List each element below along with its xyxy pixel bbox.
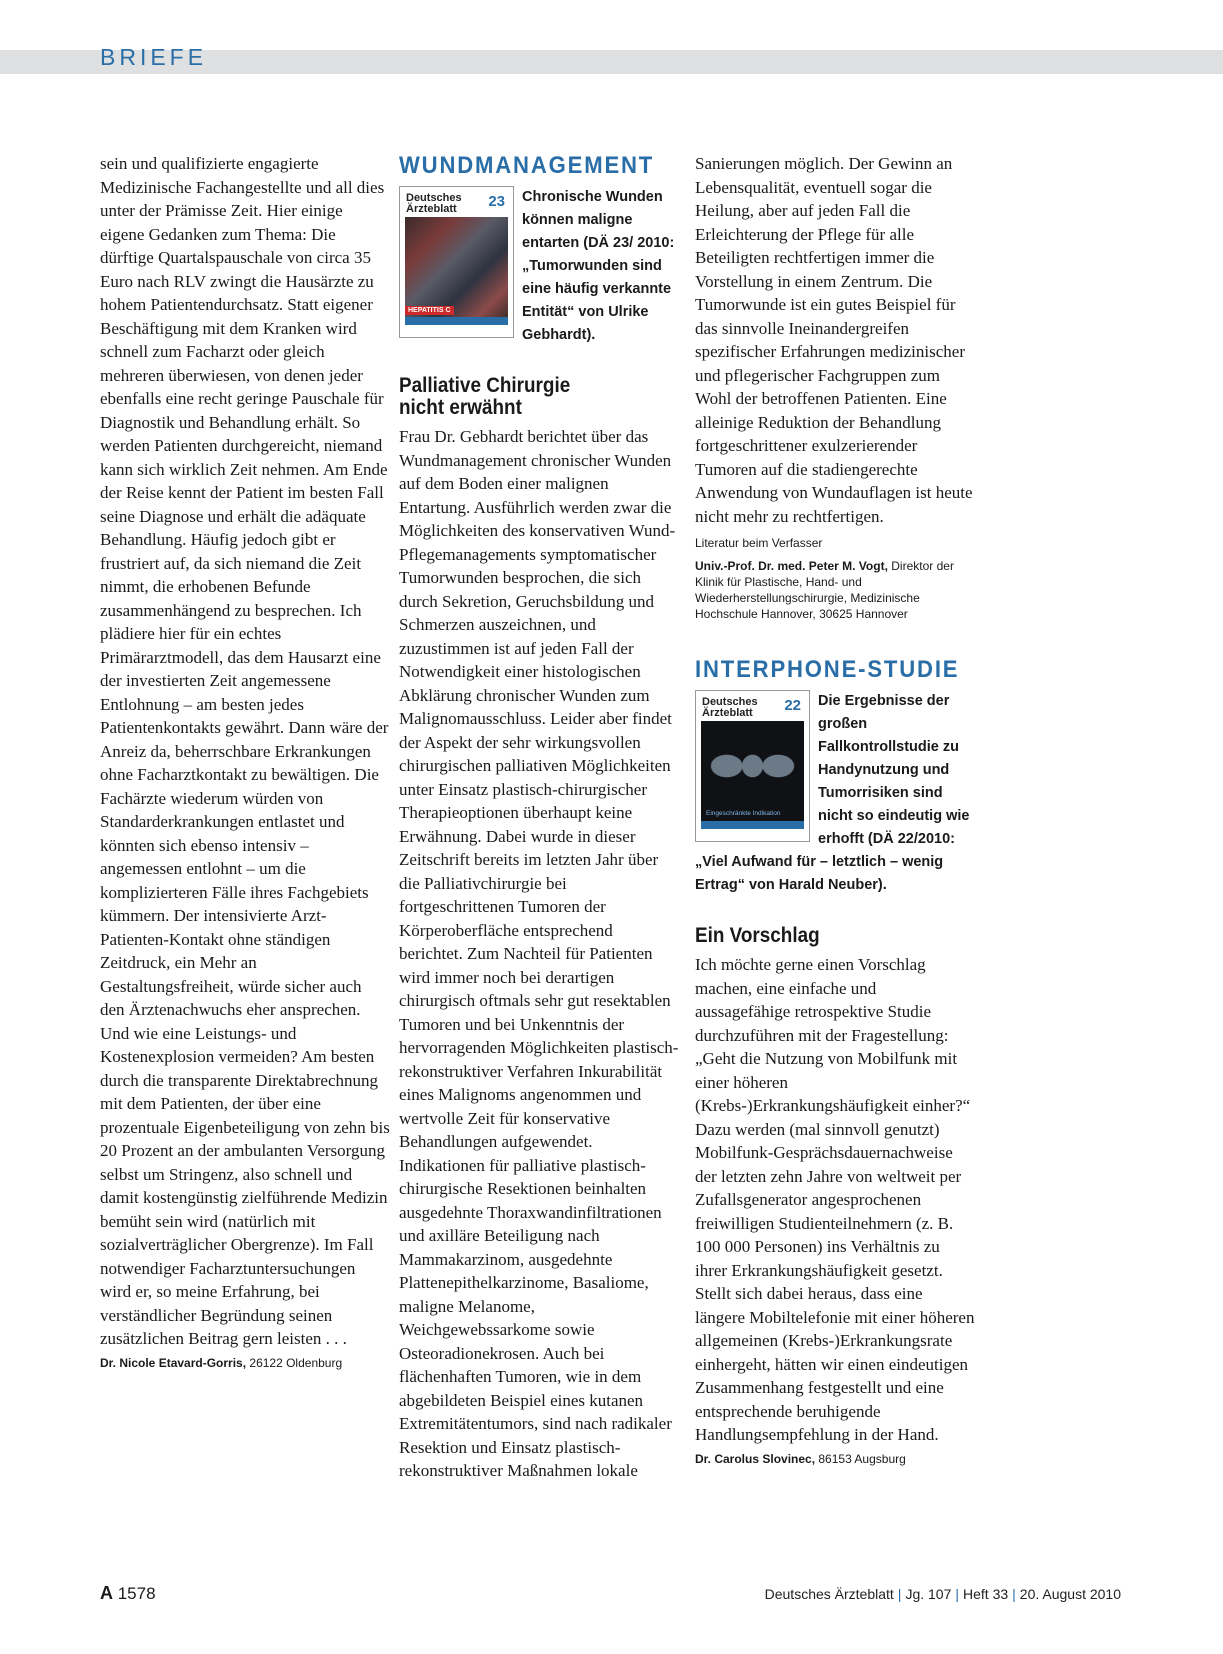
letter-1-location: 26122 Oldenburg — [246, 1355, 343, 1370]
cover-title: Deutsches Ärzteblatt — [406, 192, 462, 215]
magazine-cover-22 — [695, 690, 810, 842]
letter-3-location: 86153 Augsburg — [815, 1451, 906, 1466]
column-1 — [100, 152, 390, 1371]
separator: | — [1012, 1586, 1016, 1602]
magazine-cover-23 — [399, 186, 514, 338]
cover-tag: Eingeschränkte Indikation — [706, 810, 781, 817]
journal-issue: Heft 33 — [963, 1586, 1009, 1602]
intro-text-1: Chronische Wunden können maligne entarten (DÄ 23/ 2010: „Tumorwunden sind eine häufig verkannte Entität“ von Ulrike Gebhardt). — [522, 189, 675, 343]
headline-vorschlag: Ein Vorschlag — [695, 924, 820, 947]
intro-block-2 — [695, 690, 975, 897]
journal-name: Deutsches Ärzteblatt — [764, 1586, 894, 1602]
separator: | — [955, 1586, 960, 1602]
section-title: BRIEFE — [100, 44, 208, 70]
journal-volume: Jg. 107 — [905, 1586, 952, 1602]
column-2 — [399, 152, 679, 1483]
cover-issue-number: 22 — [784, 697, 801, 714]
cover-issue-number: 23 — [488, 193, 505, 210]
letter-2-signature — [695, 558, 975, 622]
page-number-value: 1578 — [113, 1584, 156, 1603]
literature-note: Literatur beim Verfasser — [695, 536, 823, 550]
cover-title: Deutsches Ärzteblatt — [702, 696, 758, 719]
cover-image — [405, 217, 508, 317]
letter-1-author: Dr. Nicole Etavard-Gorris, — [100, 1355, 247, 1370]
page-number — [100, 1583, 156, 1604]
letter-2-body-continued: Sanierungen möglich. Der Gewinn an Lebensqualität, eventuell sogar die Heilung, aber auf jeden Fall die Erleichterung der Pflege für alle Beteiligten rechtfertigen immer die Vorstellung in einem Zentrum. Die Tumorwunde ist ein gutes Beispiel für das sinnvolle Ineinandergreifen spezifischer Erfahrungen medizinischer und pflegerischer Fachgruppen zum Wohl der betroffenen Patienten. Eine alleinige Reduktion der Behandlung fortgeschrittener exulzerierender Tumoren auf die stadiengerechte Anwendung von Wundauflagen ist heute nicht mehr zu rechtfertigen. — [695, 154, 973, 526]
kicker-wundmanagement: WUNDMANAGEMENT — [399, 152, 655, 179]
cover-band — [701, 821, 804, 829]
page-prefix: A — [100, 1583, 113, 1603]
letter-2-affiliation: Direktor der Klinik für Plastische, Hand- und Wiederherstellungschirurgie, Medizinische Hochschule Hannover, 30625 Hannover — [695, 559, 954, 621]
separator: | — [897, 1586, 902, 1602]
kicker-interphone: INTERPHONE-STUDIE — [695, 656, 960, 683]
intro-block-1 — [399, 186, 679, 347]
letter-3-body: Ich möchte gerne einen Vorschlag machen, eine einfache und aussagefähige retrospektive Studie durchzuführen mit der Fragestellung: „Geht die Nutzung von Mobilfunk mit einer höheren (Krebs-)Erkrankungshäufigkeit einher?“ Dazu werden (mal sinnvoll genutzt) Mobilfunk-Gesprächsdauernachweise der letzten zehn Jahre von weltweit per Zufallsgenerator angesprochenen freiwilligen Studienteilnehmern (z. B. 100 000 Personen) ins Verhältnis zu ihrer Erkrankungshäufigkeit gesetzt. Stellt sich dabei heraus, dass eine längere Mobiltelefonie mit einer höheren allgemeinen (Krebs-)Erkrankungsrate einhergeht, hätten wir einen eindeutigen Zusammenhang festgestellt und eine entsprechende beruhigende Handlungsempfehlung in der Hand. — [695, 955, 975, 1444]
letter-3-author: Dr. Carolus Slovinec, — [695, 1451, 816, 1466]
letter-2-author: Univ.-Prof. Dr. med. Peter M. Vogt, — [695, 559, 888, 573]
letter-1-body: sein und qualifizierte engagierte Medizinische Fachangestellte und all dies unter der Prämisse Zeit. Hier einige eigene Gedanken zum Thema: Die dürftige Quartalspauschale von circa 35 Euro nach RLV zwingt die Hausärzte zu hohem Patientendurchsatz. Statt eigener Beschäftigung mit dem Kranken wird schnell zum Facharzt oder gleich mehreren überwiesen, von denen jeder ebenfalls eine recht geringe Pauschale für Diagnostik und Behandlung erhält. So werden Patienten durchgereicht, niemand kann sich wirklich Zeit nehmen. Am Ende der Reise kennt der Patient im besten Fall seine Diagnose und erhält die adäquate Behandlung. Häufig jedoch gibt er frustriert auf, da sich niemand die Zeit nimmt, die erhobenen Befunde zusammenhängend zu besprechen. Ich plädiere hier für ein echtes Primärarztmodell, das dem Hausarzt eine der investierten Zeit angemessene Entlohnung – am besten jedes Patientenkontakts gewährt. Dann wäre der Anreiz da, beherrschbare Erkrankungen ohne Facharztkontakt zu bewältigen. Die Fachärzte wiederum würden von Standarderkrankungen entlastet und könnten sich ebenso intensiv – angemessen entlohnt – um die komplizierteren Fälle ihres Fachgebiets kümmern. Der intensivierte Arzt-Patienten-Kontakt ohne ständigen Zeitdruck, ein Mehr an Gestaltungsfreiheit, würde sicher auch den Ärztenachwuchs eher ansprechen. Und wie eine Leistungs- und Kostenexplosion vermeiden? Am besten durch die transparente Direktabrechnung mit dem Patienten, der über eine prozentuale Eigenbeteiligung von zehn bis 20 Prozent an der ambulanten Versorgung selbst um Stringenz, also schnell und damit kostengünstig zielführende Medizin bemüht sein wird (natürlich mit sozialverträglicher Obergrenze). Im Fall notwendiger Facharztuntersuchungen wird er, so meine Erfahrung, bei verständlicher Begründung seinen zusätzlichen Beitrag gern leisten . . . — [100, 154, 390, 1348]
intro-text-2: Die Ergebnisse der großen Fallkontrollstudie zu Handynutzung und Tumorrisiken sind nicht so eindeutig wie erhofft (DÄ 22/2010: „Viel Aufwand für – letztlich – wenig Ertrag“ von Harald Neuber). — [695, 693, 970, 893]
journal-footer — [765, 1586, 1121, 1602]
letter-3-signature — [695, 1451, 975, 1467]
headline-palliative: Palliative Chirurgie nicht erwähnt — [399, 374, 571, 419]
cover-tag: HEPATITIS C — [405, 306, 454, 315]
column-3 — [695, 152, 975, 1467]
letter-1-signature — [100, 1355, 390, 1371]
cover-image — [701, 721, 804, 821]
journal-date: 20. August 2010 — [1019, 1586, 1121, 1602]
letter-2-body: Frau Dr. Gebhardt berichtet über das Wundmanagement chronischer Wunden auf dem Boden einer malignen Entartung. Ausführlich werden zwar die Möglichkeiten des konservativen Wund-Pflegemanagements symptomatischer Tumorwunden besprochen, die sich durch Sekretion, Geruchsbildung und Schmerzen auszeichnen, und zuzustimmen ist auf jeden Fall der Notwendigkeit einer histologischen Abklärung chronischer Wunden zum Malignomausschluss. Leider aber findet der Aspekt der sehr wirkungsvollen chirurgischen palliativen Möglichkeiten unter Einsatz plastisch-chirurgischer Therapieoptionen überhaupt keine Erwähnung. Dabei wurde in dieser Zeitschrift bereits im letzten Jahr über die Palliativchirurgie bei fortgeschrittenen Tumoren der Körperoberfläche entsprechend berichtet. Zum Nachteil für Patienten wird immer noch bei derartigen chirurgisch oftmals sehr gut resektablen Tumoren und bei Unkenntnis der hervorragenden Möglichkeiten plastisch-rekonstruktiver Verfahren Inkurabilität eines Malignoms angenommen und wertvolle Zeit für konservative Behandlungen aufgewendet. Indikationen für palliative plastisch-chirurgische Resektionen beinhalten ausgedehnte Thoraxwandinfiltrationen und axilläre Beteiligung nach Mammakarzinom, ausgedehnte Plattenepithelkarzinome, Basaliome, maligne Melanome, Weichgewebssarkome sowie Osteoradionekrosen. Auch bei flächenhaften Tumoren, wie in dem abgebildeten Beispiel eines kutanen Extremitätentumors, sind nach radikaler Resektion und Einsatz plastisch-rekonstruktiver Maßnahmen lokale — [399, 427, 679, 1480]
cover-band — [405, 317, 508, 325]
